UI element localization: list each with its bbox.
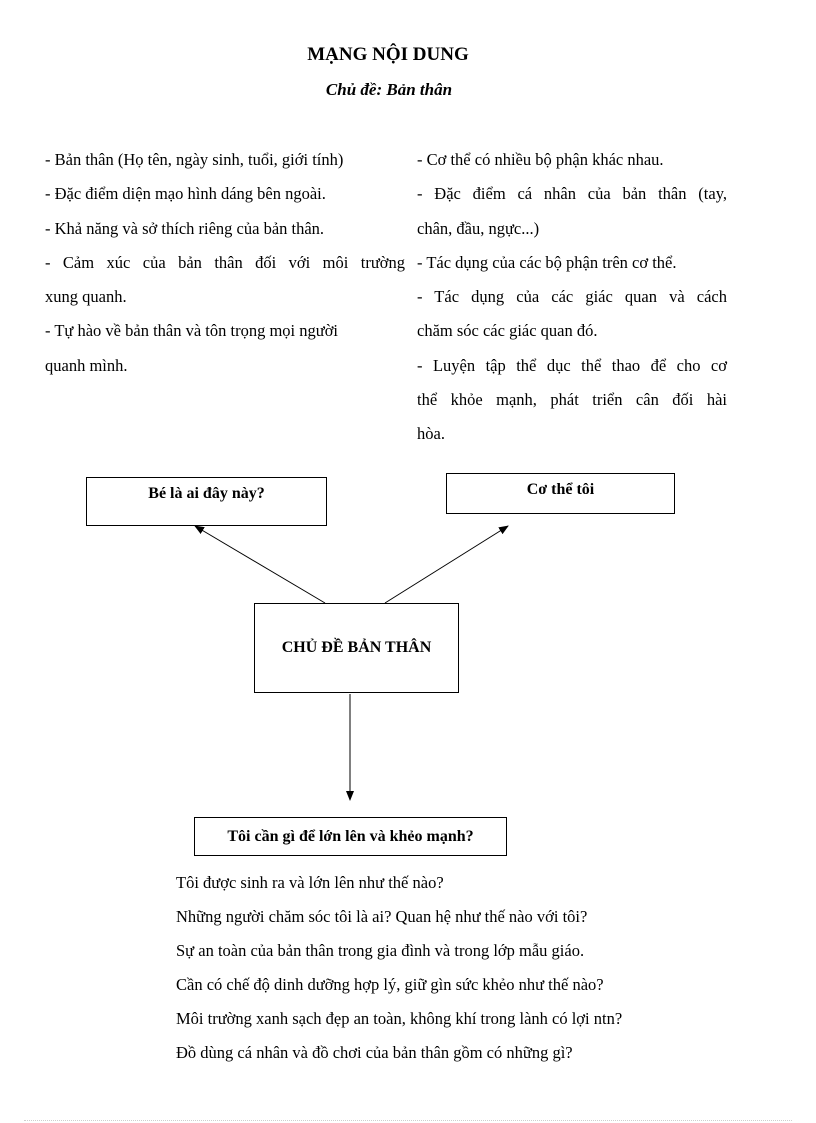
central-topic-box: [254, 603, 459, 693]
left-line: - Đặc điểm diện mạo hình dáng bên ngoài.: [45, 184, 326, 204]
page-title: MẠNG NỘI DUNG: [307, 44, 469, 65]
question-line: Môi trường xanh sạch đẹp an toàn, không khí trong lành có lợi ntn?: [176, 1009, 623, 1028]
question-line: Tôi được sinh ra và lớn lên như thế nào?: [176, 873, 444, 892]
topic-box-label: Cơ thể tôi: [526, 481, 595, 498]
left-line: - Cảm xúc của bản thân đối với môi trường: [45, 252, 405, 272]
topic-box-needs: [194, 817, 507, 856]
arrow-to-right-box: [385, 526, 508, 603]
right-line: thể khỏe mạnh, phát triển cân đối hài: [417, 390, 727, 410]
left-line: xung quanh.: [45, 287, 127, 307]
page-subtitle: Chủ đề: Bản thân: [325, 80, 453, 99]
right-line: chăm sóc các giác quan đó.: [417, 321, 598, 341]
left-line: quanh mình.: [45, 355, 128, 375]
question-line: Sự an toàn của bản thân trong gia đình và trong lớp mẫu giáo.: [176, 941, 585, 960]
right-line: hòa.: [417, 424, 445, 444]
topic-box-label: Tôi cần gì để lớn lên và khẻo mạnh?: [227, 827, 474, 845]
topic-box-label: Bé là ai đây này?: [148, 485, 265, 502]
right-line: - Cơ thể có nhiều bộ phận khác nhau.: [417, 150, 664, 169]
page-bottom-rule: [24, 1120, 792, 1121]
question-line: Những người chăm sóc tôi là ai? Quan hệ như thế nào với tôi?: [176, 907, 588, 926]
question-list: [176, 866, 622, 1070]
right-line: - Luyện tập thể dục thể thao để cho cơ: [417, 355, 727, 375]
right-line: - Đặc điểm cá nhân của bản thân (tay,: [417, 184, 727, 204]
right-line: - Tác dụng của các giác quan và cách: [417, 287, 727, 307]
question-line: Cần có chế độ dinh dưỡng hợp lý, giữ gìn sức khẻo như thế nào?: [176, 975, 604, 994]
right-line: - Tác dụng của các bộ phận trên cơ thể.: [417, 252, 677, 272]
arrow-to-left-box: [195, 526, 325, 603]
question-line: Đồ dùng cá nhân và đồ chơi của bản thân gồm có những gì?: [176, 1043, 573, 1062]
left-line: - Bản thân (Họ tên, ngày sinh, tuổi, giới tính): [45, 150, 344, 169]
topic-box-my-body: [446, 473, 675, 514]
topic-box-who-am-i: [86, 477, 327, 526]
left-line: - Khả năng và sở thích riêng của bản thân.: [45, 218, 325, 238]
left-line: - Tự hào về bản thân và tôn trọng mọi người: [45, 321, 339, 341]
central-topic-label: CHỦ ĐỀ BẢN THÂN: [281, 639, 432, 656]
right-line: chân, đầu, ngực...): [417, 218, 540, 238]
